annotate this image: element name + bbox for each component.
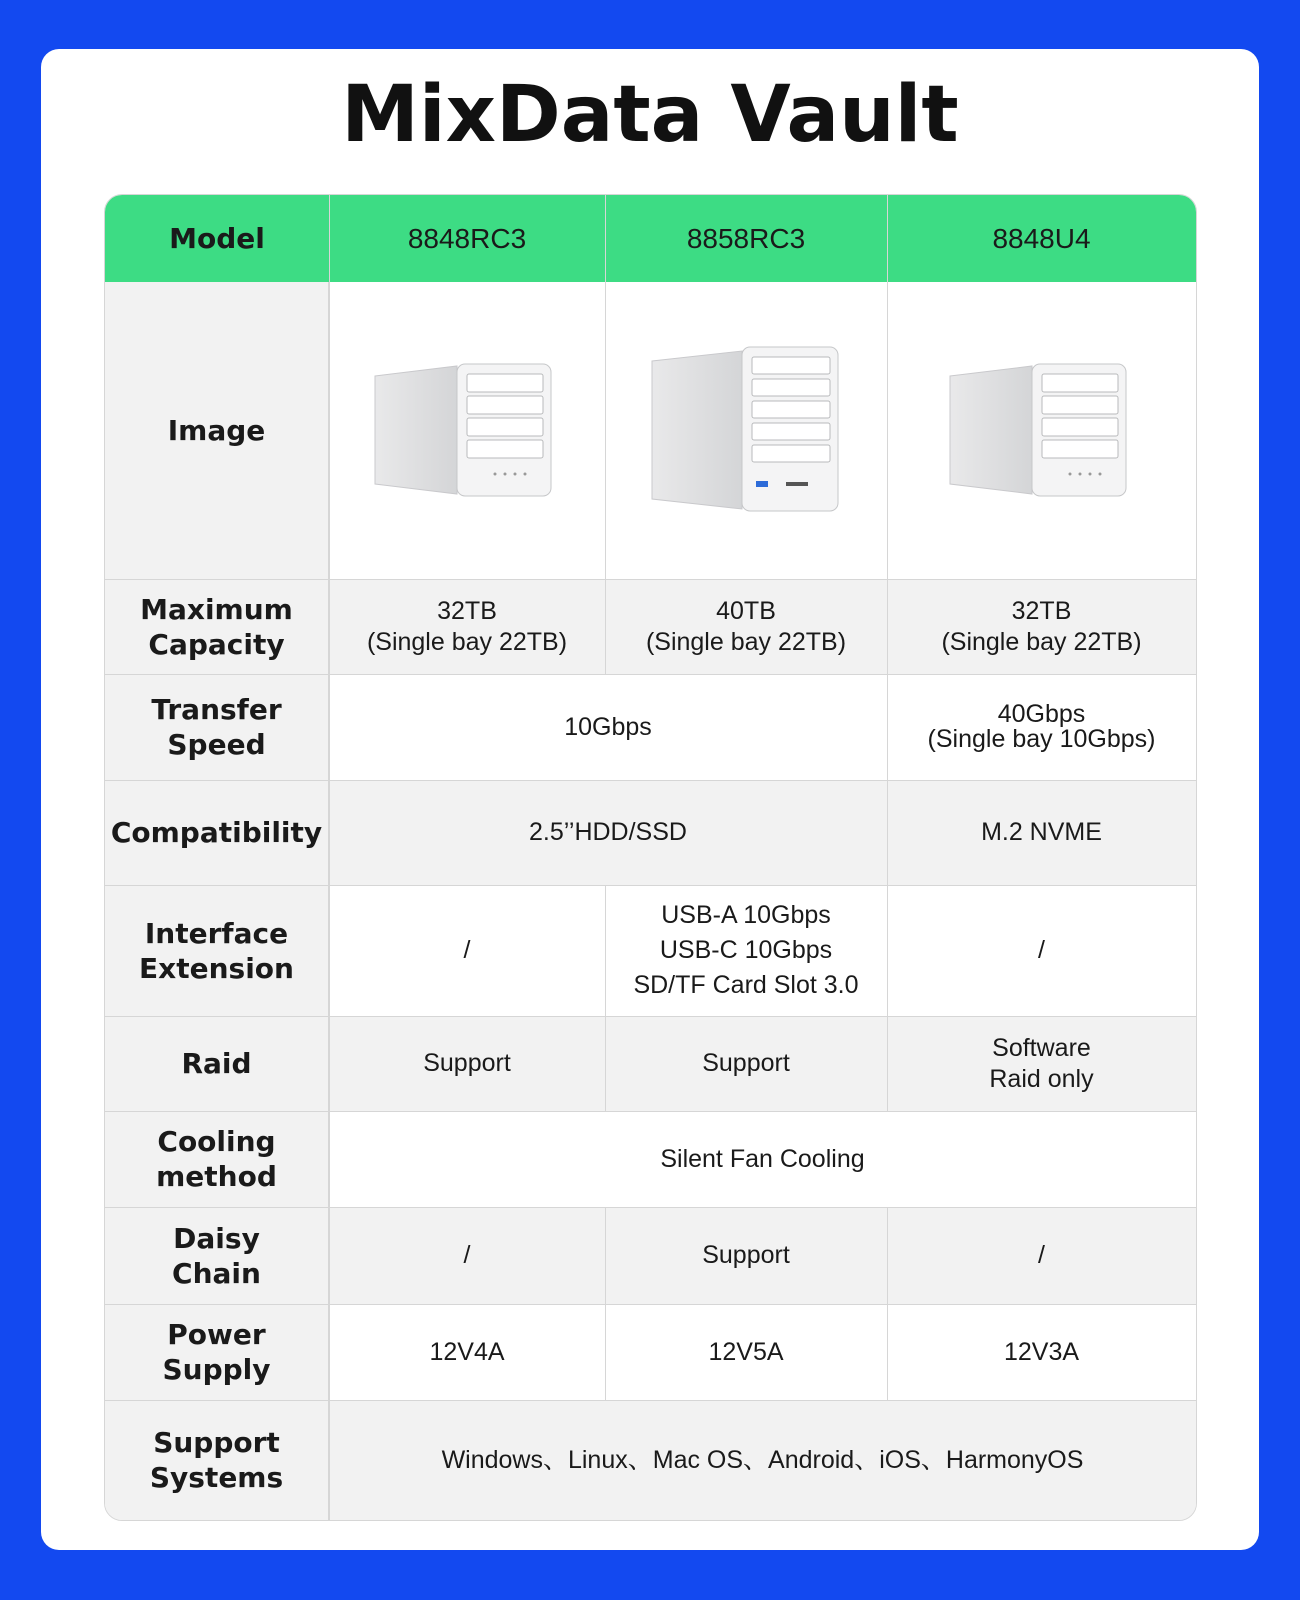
row-label-cooling	[105, 1111, 329, 1207]
row-divider	[105, 885, 1196, 886]
row-label-image	[105, 282, 329, 579]
label-text: Cooling	[157, 1125, 276, 1158]
label-text: Compatibility	[110, 816, 323, 849]
power-cell-1	[329, 1304, 605, 1400]
speed-cell-3	[887, 674, 1196, 780]
value-text: 12V5A	[708, 1337, 784, 1366]
column-divider	[605, 1207, 606, 1400]
daisy-cell-2	[605, 1207, 887, 1304]
row-divider	[105, 579, 1196, 580]
row-divider	[105, 1207, 1196, 1208]
label-text: Systems	[149, 1461, 284, 1494]
label-text: Chain	[172, 1256, 261, 1290]
label-text: Image	[167, 414, 266, 447]
value-text: Silent Fan Cooling	[660, 1144, 865, 1173]
capacity-cell-3	[887, 579, 1196, 674]
value-text: M.2 NVME	[981, 818, 1102, 846]
label-text: Power	[167, 1318, 266, 1351]
label-text: Transfer	[151, 693, 282, 726]
value-text: SD/TF Card Slot 3.0	[633, 971, 859, 999]
row-label-power	[105, 1304, 329, 1400]
product-image-2	[605, 282, 887, 579]
raid-cell-1	[329, 1016, 605, 1111]
value-text: Software	[992, 1033, 1091, 1062]
column-divider	[605, 195, 606, 674]
value-text: (Single bay 22TB)	[941, 627, 1142, 656]
row-label-systems	[105, 1400, 329, 1520]
value-text: 12V4A	[429, 1337, 505, 1366]
label-text: Capacity	[148, 627, 285, 661]
value-text: 2.5’’HDD/SSD	[529, 818, 687, 846]
row-divider	[105, 1400, 1196, 1401]
power-cell-2	[605, 1304, 887, 1400]
label-text: Extension	[139, 951, 294, 985]
product-image-1	[329, 282, 605, 579]
row-divider	[105, 1304, 1196, 1305]
value-text: USB-A 10Gbps	[661, 901, 831, 929]
label-text: Supply	[162, 1353, 271, 1386]
interface-cell-3	[887, 885, 1196, 1016]
row-divider	[105, 1016, 1196, 1017]
label-text: Maximum	[140, 592, 293, 626]
nas-enclosure-4bay-image	[367, 356, 567, 506]
capacity-cell-1	[329, 579, 605, 674]
interface-cell-1	[329, 885, 605, 1016]
value-text: /	[1038, 936, 1045, 964]
column-divider	[887, 195, 888, 1111]
row-label-raid	[105, 1016, 329, 1111]
raid-cell-3	[887, 1016, 1196, 1111]
value-text: (Single bay 10Gbps)	[927, 725, 1156, 753]
raid-cell-2	[605, 1016, 887, 1111]
value-text: 10Gbps	[564, 712, 652, 741]
value-text: /	[463, 936, 471, 964]
value-text: Windows、Linux、Mac OS、Android、iOS、HarmonyOS	[441, 1445, 1084, 1474]
daisy-cell-3	[887, 1207, 1196, 1304]
value-text: 32TB	[1011, 596, 1072, 625]
value-text: Support	[702, 1241, 790, 1269]
label-text: method	[156, 1160, 277, 1193]
value-text: Raid only	[989, 1064, 1094, 1093]
value-text: Support	[423, 1049, 511, 1077]
capacity-cell-2	[605, 579, 887, 674]
header-model-2: 8858RC3	[605, 195, 887, 282]
value-text: USB-C 10Gbps	[659, 936, 833, 964]
value-text: 32TB	[437, 596, 497, 625]
speed-cell-shared	[329, 674, 887, 780]
row-label-interface	[105, 885, 329, 1016]
cooling-cell-shared	[329, 1111, 1196, 1207]
label-text: Speed	[167, 728, 266, 761]
row-label-daisy-chain	[105, 1207, 329, 1304]
value-text: /	[463, 1241, 471, 1269]
column-divider	[887, 1207, 888, 1400]
spec-table	[104, 194, 1197, 1521]
value-text: /	[1038, 1241, 1045, 1269]
compat-cell-3	[887, 780, 1196, 885]
row-label-compatibility	[105, 780, 329, 885]
label-text: Daisy	[173, 1221, 260, 1255]
compat-cell-shared	[329, 780, 887, 885]
value-text: Support	[702, 1049, 790, 1077]
value-text: 40Gbps	[997, 700, 1086, 728]
value-text: (Single bay 22TB)	[366, 627, 568, 656]
daisy-cell-1	[329, 1207, 605, 1304]
value-text: 12V3A	[1003, 1337, 1080, 1366]
label-text: Interface	[144, 916, 289, 950]
row-divider	[105, 674, 1196, 675]
power-cell-3	[887, 1304, 1196, 1400]
systems-cell-shared	[329, 1400, 1196, 1520]
header-model-1: 8848RC3	[329, 195, 605, 282]
row-label-capacity	[105, 579, 329, 674]
column-divider	[605, 885, 606, 1111]
value-text: 40TB	[716, 596, 776, 625]
page-title: MixData Vault	[341, 70, 959, 160]
column-divider	[329, 195, 330, 1520]
header-model-3: 8848U4	[887, 195, 1196, 282]
nas-enclosure-4bay-image	[942, 356, 1142, 506]
label-text: Support	[153, 1426, 280, 1459]
row-divider	[105, 780, 1196, 781]
header-model-label: Model	[105, 195, 329, 282]
product-image-3	[887, 282, 1196, 579]
interface-cell-2	[605, 885, 887, 1016]
row-label-speed	[105, 674, 329, 780]
value-text: (Single bay 22TB)	[645, 627, 847, 656]
label-text: Raid	[181, 1047, 252, 1080]
row-divider	[105, 1111, 1196, 1112]
nas-enclosure-5bay-image	[646, 341, 846, 521]
